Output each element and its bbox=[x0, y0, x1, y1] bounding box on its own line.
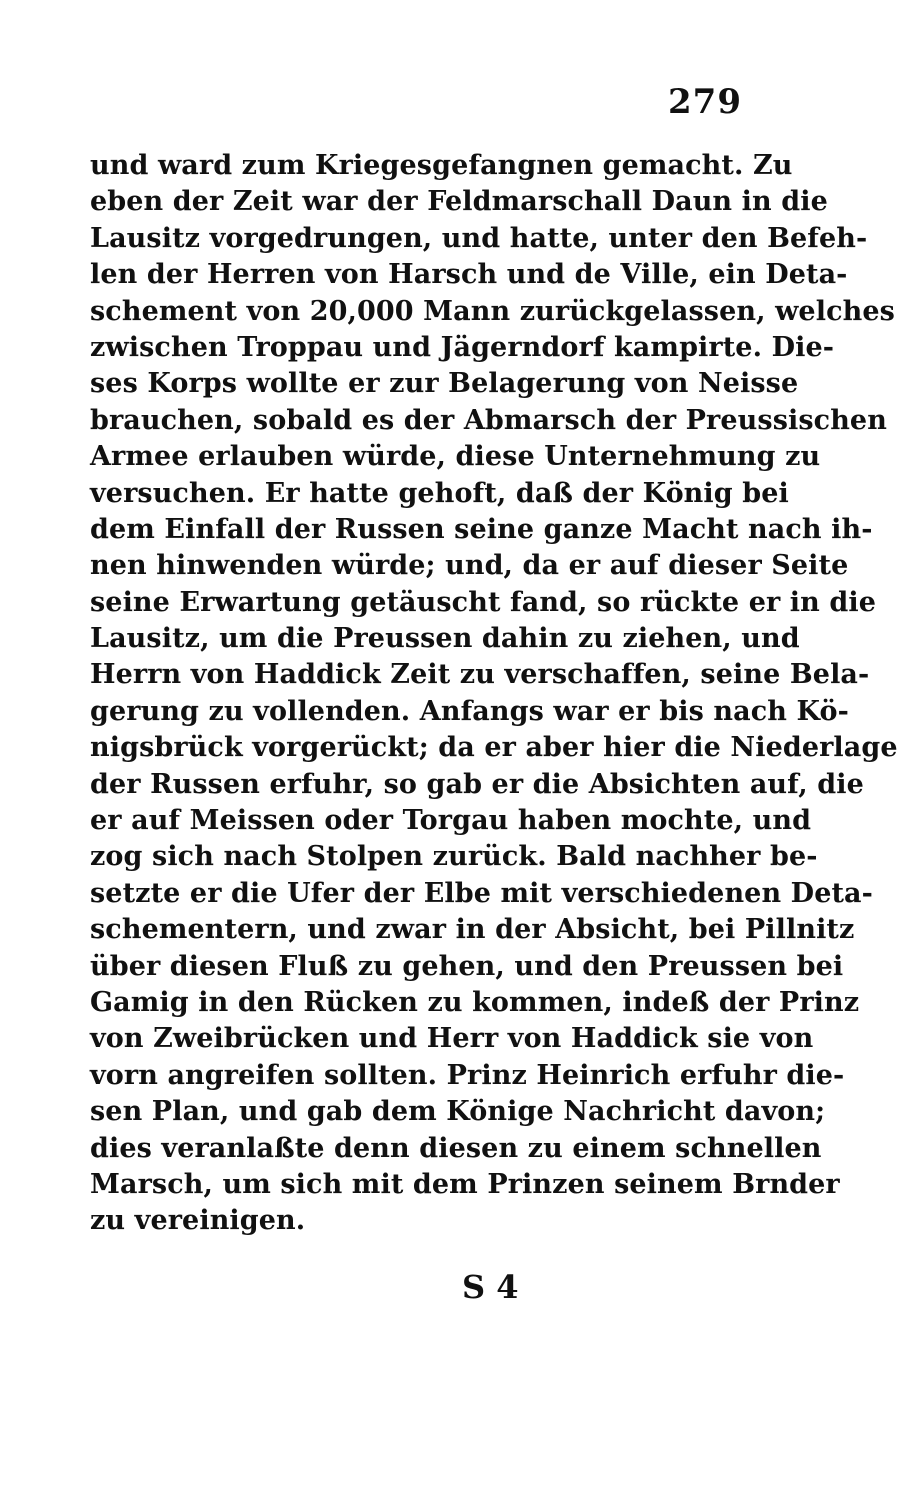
page-number: 279 bbox=[668, 82, 742, 122]
text-line: er auf Meissen oder Torgau haben mochte, und bbox=[90, 805, 812, 837]
text-line: seine Erwartung getäuscht fand, so rückte er in die bbox=[90, 586, 877, 618]
text-line: nen hinwenden würde; und, da er auf dieser Seite bbox=[90, 550, 849, 582]
text-line: Armee erlauben würde, diese Unternehmung zu bbox=[90, 441, 821, 473]
text-line: zwischen Troppau und Jägerndorf kampirte. Die- bbox=[90, 331, 835, 363]
text-line: und ward zum Kriegesgefangnen gemacht. Zu bbox=[90, 150, 793, 181]
text-line: ses Korps wollte er zur Belagerung von Neisse bbox=[90, 368, 799, 400]
text-line: über diesen Fluß zu gehen, und den Preussen bei bbox=[90, 950, 844, 982]
text-line: dem Einfall der Russen seine ganze Macht nach ih- bbox=[90, 513, 873, 545]
text-line: Lausitz, um die Preussen dahin zu ziehen, und bbox=[90, 623, 800, 655]
text-line: nigsbrück vorgerückt; da er aber hier die Niederlage bbox=[90, 732, 898, 764]
text-line: setzte er die Ufer der Elbe mit verschiedenen Deta- bbox=[90, 877, 873, 909]
text-line: vorn angreifen sollten. Prinz Heinrich erfuhr die- bbox=[90, 1059, 845, 1091]
text-line: dies veranlaßte denn diesen zu einem schnellen bbox=[90, 1132, 822, 1164]
text-line: versuchen. Er hatte gehoft, daß der König bei bbox=[90, 477, 789, 509]
text-line: brauchen, sobald es der Abmarsch der Preussischen bbox=[90, 404, 887, 436]
text-line: len der Herren von Harsch und de Ville, ein Deta- bbox=[90, 259, 848, 291]
text-line: Lausitz vorgedrungen, und hatte, unter den Befeh- bbox=[90, 222, 868, 254]
text-line: sen Plan, und gab dem Könige Nachricht davon; bbox=[90, 1096, 826, 1128]
signature-mark: S 4 bbox=[462, 1268, 519, 1306]
text-line: Marsch, um sich mit dem Prinzen seinem Brnder bbox=[90, 1168, 840, 1200]
text-line: schementern, und zwar in der Absicht, bei Pillnitz bbox=[90, 914, 855, 946]
body-text bbox=[90, 148, 898, 1240]
text-line: gerung zu vollenden. Anfangs war er bis nach Kö- bbox=[90, 695, 849, 727]
text-line: Gamig in den Rücken zu kommen, indeß der Prinz bbox=[90, 986, 860, 1018]
text-line: Herrn von Haddick Zeit zu verschaffen, seine Bela- bbox=[90, 659, 870, 691]
text-line: zog sich nach Stolpen zurück. Bald nachher be- bbox=[90, 841, 818, 873]
text-line: eben der Zeit war der Feldmarschall Daun in die bbox=[90, 186, 828, 218]
text-line: von Zweibrücken und Herr von Haddick sie von bbox=[90, 1023, 814, 1055]
text-line: der Russen erfuhr, so gab er die Absichten auf, die bbox=[90, 768, 864, 800]
text-line: schement von 20,000 Mann zurückgelassen, welches bbox=[90, 295, 895, 327]
text-line: zu vereinigen. bbox=[90, 1205, 306, 1237]
